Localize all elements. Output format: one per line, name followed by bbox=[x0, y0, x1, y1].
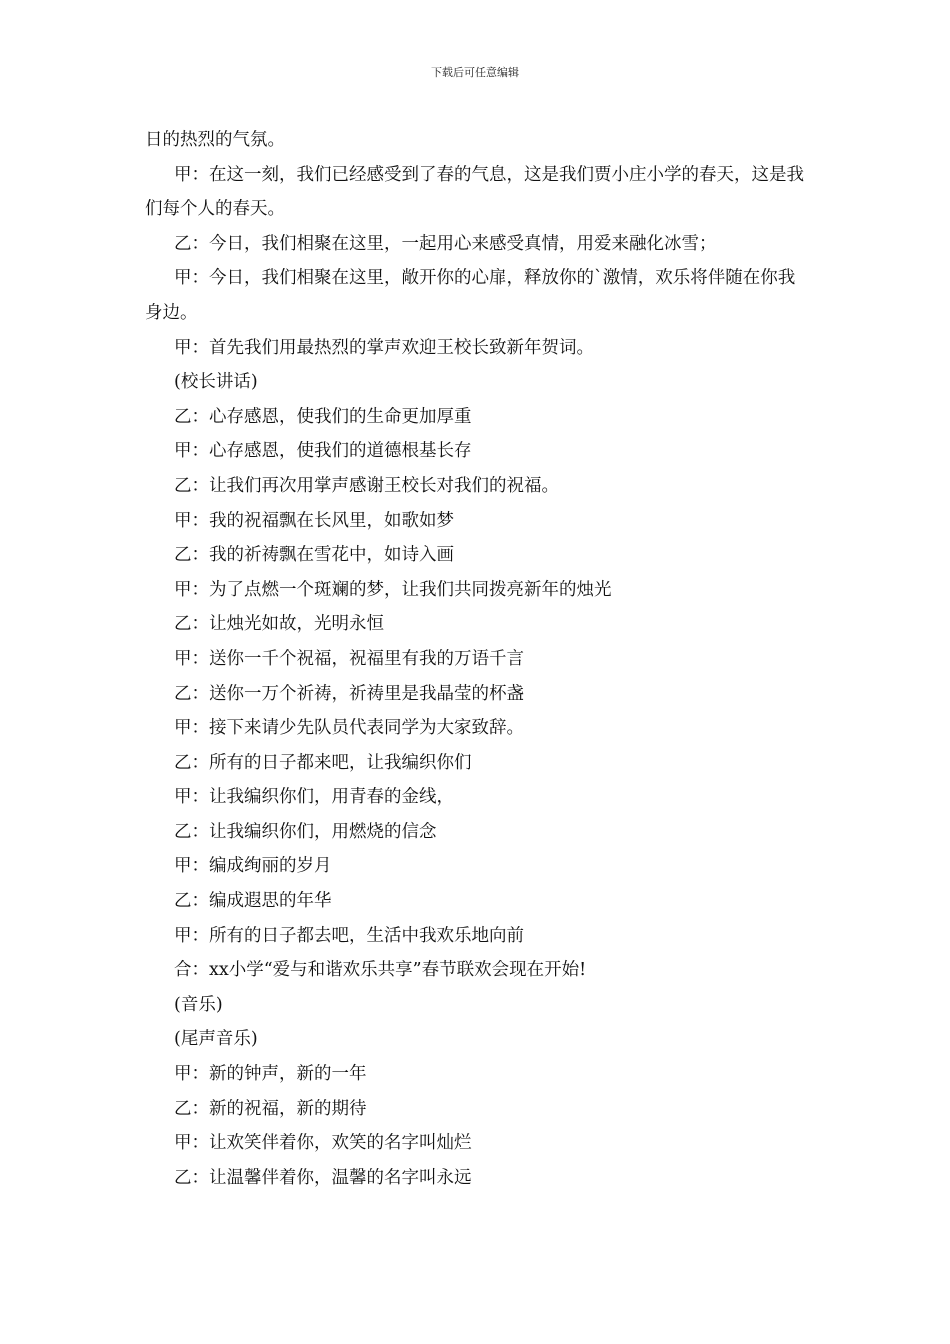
paragraph: 乙：让烛光如故，光明永恒 bbox=[174, 614, 384, 635]
paragraph: 乙：今日，我们相聚在这里，一起用心来感受真情，用爱来融化冰雪； bbox=[174, 233, 717, 254]
paragraph: 甲：今日，我们相聚在这里，敞开你的心扉，释放你的`激情，欢乐将伴随在你我身边。 bbox=[145, 268, 796, 323]
paragraph: 甲：让欢笑伴着你，欢笑的名字叫灿烂 bbox=[174, 1133, 472, 1154]
paragraph: 乙：让温馨伴着你，温馨的名字叫永远 bbox=[174, 1167, 472, 1188]
paragraph: (音乐) bbox=[174, 994, 223, 1015]
paragraph: 甲：新的钟声，新的一年 bbox=[174, 1064, 367, 1085]
paragraph: 日的热烈的气氛。 bbox=[145, 130, 285, 150]
document-body bbox=[145, 123, 810, 1195]
paragraph: 甲：让我编织你们，用青春的金线， bbox=[174, 787, 454, 808]
paragraph: 甲：送你一千个祝福，祝福里有我的万语千言 bbox=[174, 648, 524, 669]
paragraph: 甲：编成绚丽的岁月 bbox=[174, 856, 332, 877]
paragraph: 甲：为了点燃一个斑斓的梦，让我们共同拨亮新年的烛光 bbox=[174, 579, 612, 600]
paragraph: (尾声音乐) bbox=[174, 1029, 258, 1050]
paragraph: 甲：在这一刻，我们已经感受到了春的气息，这是我们贾小庄小学的春天，这是我们每个人的春天。 bbox=[145, 164, 804, 220]
paragraph: 乙：我的祈祷飘在雪花中，如诗入画 bbox=[174, 545, 454, 566]
paragraph: 甲：首先我们用最热烈的掌声欢迎王校长致新年贺词。 bbox=[174, 337, 594, 358]
page-header: 下载后可任意编辑 bbox=[431, 66, 519, 79]
paragraph: 甲：我的祝福飘在长风里，如歌如梦 bbox=[174, 510, 454, 531]
paragraph: 合：xx小学“爱与和谐欢乐共享”春节联欢会现在开始! bbox=[174, 960, 587, 981]
paragraph: 乙：编成遐思的年华 bbox=[174, 891, 332, 912]
paragraph: 乙：所有的日子都来吧，让我编织你们 bbox=[174, 752, 472, 773]
paragraph: 甲：所有的日子都去吧，生活中我欢乐地向前 bbox=[174, 925, 524, 946]
paragraph: 乙：让我们再次用掌声感谢王校长对我们的祝福。 bbox=[174, 475, 559, 496]
paragraph: (校长讲话) bbox=[174, 372, 258, 393]
paragraph: 甲：接下来请少先队员代表同学为大家致辞。 bbox=[174, 718, 524, 739]
paragraph: 乙：送你一万个祈祷，祈祷里是我晶莹的杯盏 bbox=[174, 683, 524, 704]
paragraph: 甲：心存感恩，使我们的道德根基长存 bbox=[174, 441, 472, 462]
paragraph: 乙：让我编织你们，用燃烧的信念 bbox=[174, 821, 437, 842]
paragraph: 乙：心存感恩，使我们的生命更加厚重 bbox=[174, 406, 472, 427]
paragraph: 乙：新的祝福，新的期待 bbox=[174, 1098, 367, 1119]
